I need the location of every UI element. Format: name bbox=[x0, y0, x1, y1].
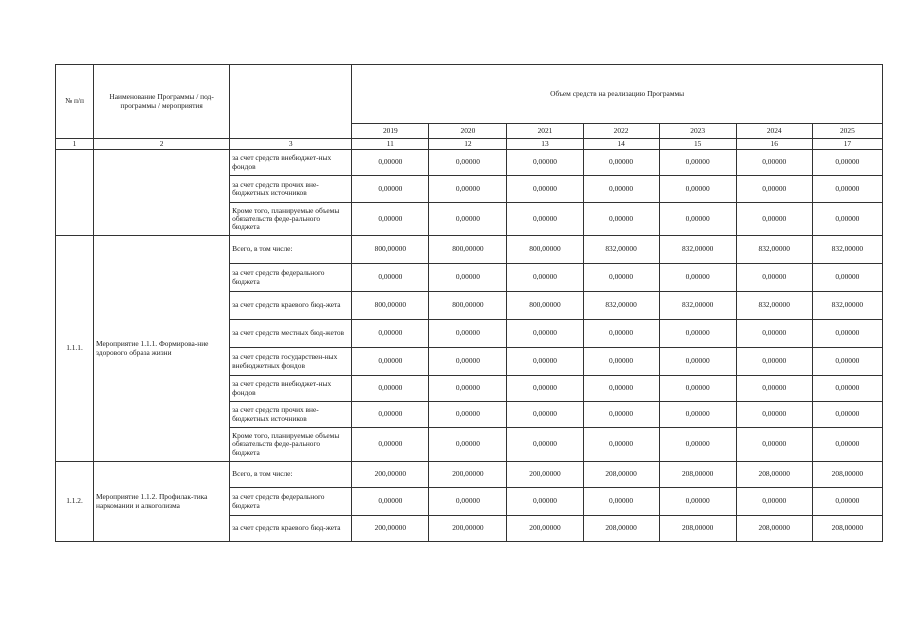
amount-cell: 0,00000 bbox=[736, 376, 812, 402]
amount-cell: 0,00000 bbox=[736, 264, 812, 292]
column-number: 3 bbox=[230, 139, 352, 150]
source-header bbox=[230, 65, 352, 139]
column-number: 16 bbox=[736, 139, 812, 150]
amount-cell: 0,00000 bbox=[812, 488, 882, 516]
amount-cell: 0,00000 bbox=[429, 176, 507, 203]
amount-cell: 208,00000 bbox=[736, 516, 812, 542]
amount-cell: 0,00000 bbox=[429, 402, 507, 428]
amount-cell: 0,00000 bbox=[583, 428, 659, 462]
row-index: 1.1.2. bbox=[56, 462, 94, 542]
amount-cell: 0,00000 bbox=[583, 176, 659, 203]
funding-source: за счет средств федерального бюджета bbox=[230, 264, 352, 292]
amount-cell: 0,00000 bbox=[507, 176, 583, 203]
amount-cell: 0,00000 bbox=[352, 376, 429, 402]
funding-source: за счет средств краевого бюд-жета bbox=[230, 516, 352, 542]
amount-cell: 832,00000 bbox=[583, 292, 659, 320]
year-header: 2019 bbox=[352, 124, 429, 139]
amount-cell: 800,00000 bbox=[352, 292, 429, 320]
amount-cell: 0,00000 bbox=[583, 150, 659, 176]
table-row bbox=[56, 150, 883, 176]
header-row bbox=[56, 65, 883, 124]
amount-cell: 0,00000 bbox=[507, 376, 583, 402]
amount-cell: 0,00000 bbox=[812, 402, 882, 428]
amount-cell: 0,00000 bbox=[812, 203, 882, 236]
amount-cell: 0,00000 bbox=[583, 264, 659, 292]
amount-cell: 0,00000 bbox=[812, 376, 882, 402]
year-header: 2025 bbox=[812, 124, 882, 139]
amount-cell: 0,00000 bbox=[659, 176, 736, 203]
amount-cell: 208,00000 bbox=[812, 516, 882, 542]
year-header: 2021 bbox=[507, 124, 583, 139]
amount-cell: 0,00000 bbox=[429, 203, 507, 236]
budget-table bbox=[55, 64, 883, 542]
amount-cell: 0,00000 bbox=[583, 402, 659, 428]
amount-cell: 832,00000 bbox=[736, 292, 812, 320]
funding-source: Всего, в том числе: bbox=[230, 236, 352, 264]
table-row bbox=[56, 462, 883, 488]
amount-cell: 0,00000 bbox=[812, 320, 882, 348]
amount-cell: 0,00000 bbox=[659, 402, 736, 428]
amount-cell: 832,00000 bbox=[659, 292, 736, 320]
amount-cell: 800,00000 bbox=[507, 236, 583, 264]
amount-cell: 832,00000 bbox=[736, 236, 812, 264]
column-number: 12 bbox=[429, 139, 507, 150]
amount-cell: 208,00000 bbox=[659, 516, 736, 542]
amount-cell: 0,00000 bbox=[507, 264, 583, 292]
funding-source: за счет средств федерального бюджета bbox=[230, 488, 352, 516]
amount-cell: 0,00000 bbox=[507, 402, 583, 428]
amount-cell: 208,00000 bbox=[812, 462, 882, 488]
amount-cell: 0,00000 bbox=[352, 264, 429, 292]
amount-cell: 0,00000 bbox=[352, 402, 429, 428]
row-index bbox=[56, 150, 94, 236]
amount-cell: 0,00000 bbox=[429, 488, 507, 516]
funding-source: Кроме того, планируемые объемы обязательств феде-рального бюджета bbox=[230, 203, 352, 236]
amount-cell: 0,00000 bbox=[352, 428, 429, 462]
amount-cell: 0,00000 bbox=[429, 376, 507, 402]
amount-cell: 0,00000 bbox=[812, 150, 882, 176]
amount-cell: 0,00000 bbox=[659, 428, 736, 462]
column-number: 2 bbox=[94, 139, 230, 150]
amount-cell: 0,00000 bbox=[659, 376, 736, 402]
amount-cell: 0,00000 bbox=[507, 203, 583, 236]
funding-source: за счет средств внебюджет-ных фондов bbox=[230, 376, 352, 402]
amount-cell: 200,00000 bbox=[429, 516, 507, 542]
funding-source: Кроме того, планируемые объемы обязательств феде-рального бюджета bbox=[230, 428, 352, 462]
amount-cell: 208,00000 bbox=[736, 462, 812, 488]
column-number: 15 bbox=[659, 139, 736, 150]
amount-cell: 0,00000 bbox=[583, 376, 659, 402]
amount-cell: 0,00000 bbox=[507, 488, 583, 516]
amount-cell: 0,00000 bbox=[429, 348, 507, 376]
amount-cell: 0,00000 bbox=[736, 320, 812, 348]
funding-source: Всего, в том числе: bbox=[230, 462, 352, 488]
amount-cell: 0,00000 bbox=[507, 428, 583, 462]
funding-source: за счет средств прочих вне-бюджетных источников bbox=[230, 402, 352, 428]
amount-cell: 0,00000 bbox=[812, 176, 882, 203]
year-header: 2022 bbox=[583, 124, 659, 139]
table-body bbox=[56, 150, 883, 542]
column-number: 14 bbox=[583, 139, 659, 150]
amount-cell: 800,00000 bbox=[352, 236, 429, 264]
measure-name: Мероприятие 1.1.1. Формирова-ние здорового образа жизни bbox=[94, 236, 230, 462]
column-number: 13 bbox=[507, 139, 583, 150]
amount-cell: 0,00000 bbox=[583, 203, 659, 236]
column-number: 11 bbox=[352, 139, 429, 150]
amount-cell: 800,00000 bbox=[429, 292, 507, 320]
amount-cell: 0,00000 bbox=[429, 264, 507, 292]
amount-cell: 832,00000 bbox=[659, 236, 736, 264]
amount-cell: 0,00000 bbox=[736, 402, 812, 428]
amount-cell: 0,00000 bbox=[736, 203, 812, 236]
column-numbers-row bbox=[56, 139, 883, 150]
amount-cell: 0,00000 bbox=[812, 428, 882, 462]
column-number: 17 bbox=[812, 139, 882, 150]
amount-cell: 0,00000 bbox=[429, 428, 507, 462]
amount-cell: 0,00000 bbox=[352, 150, 429, 176]
amount-cell: 0,00000 bbox=[659, 320, 736, 348]
amount-cell: 0,00000 bbox=[736, 488, 812, 516]
amount-cell: 208,00000 bbox=[583, 462, 659, 488]
amount-cell: 0,00000 bbox=[507, 150, 583, 176]
num-header: № п/п bbox=[56, 65, 94, 139]
amount-cell: 800,00000 bbox=[429, 236, 507, 264]
amount-cell: 0,00000 bbox=[736, 176, 812, 203]
amount-cell: 0,00000 bbox=[659, 150, 736, 176]
name-header: Наименование Программы / под-программы / мероприятия bbox=[94, 65, 230, 139]
funding-source: за счет средств краевого бюд-жета bbox=[230, 292, 352, 320]
year-header: 2023 bbox=[659, 124, 736, 139]
amount-cell: 0,00000 bbox=[507, 320, 583, 348]
amount-cell: 0,00000 bbox=[352, 176, 429, 203]
column-number: 1 bbox=[56, 139, 94, 150]
table-row bbox=[56, 236, 883, 264]
amount-cell: 832,00000 bbox=[812, 236, 882, 264]
amount-cell: 200,00000 bbox=[429, 462, 507, 488]
amount-cell: 800,00000 bbox=[507, 292, 583, 320]
funding-source: за счет средств государствен-ных внебюджетных фондов bbox=[230, 348, 352, 376]
amount-cell: 832,00000 bbox=[812, 292, 882, 320]
amount-cell: 0,00000 bbox=[659, 264, 736, 292]
row-index: 1.1.1. bbox=[56, 236, 94, 462]
funding-source: за счет средств внебюджет-ных фондов bbox=[230, 150, 352, 176]
year-header: 2020 bbox=[429, 124, 507, 139]
amount-cell: 0,00000 bbox=[659, 348, 736, 376]
amount-cell: 0,00000 bbox=[507, 348, 583, 376]
measure-name: Мероприятие 1.1.2. Профилак-тика наркомании и алкоголизма bbox=[94, 462, 230, 542]
amount-cell: 0,00000 bbox=[352, 488, 429, 516]
amount-cell: 200,00000 bbox=[352, 462, 429, 488]
amount-cell: 0,00000 bbox=[429, 150, 507, 176]
amount-cell: 0,00000 bbox=[812, 348, 882, 376]
amount-cell: 0,00000 bbox=[429, 320, 507, 348]
year-header: 2024 bbox=[736, 124, 812, 139]
amount-cell: 208,00000 bbox=[583, 516, 659, 542]
amount-cell: 200,00000 bbox=[352, 516, 429, 542]
funding-source: за счет средств прочих вне-бюджетных источников bbox=[230, 176, 352, 203]
amount-cell: 0,00000 bbox=[659, 488, 736, 516]
amount-cell: 0,00000 bbox=[352, 320, 429, 348]
amount-cell: 0,00000 bbox=[352, 348, 429, 376]
amount-cell: 200,00000 bbox=[507, 462, 583, 488]
amount-cell: 208,00000 bbox=[659, 462, 736, 488]
amount-cell: 200,00000 bbox=[507, 516, 583, 542]
amount-cell: 0,00000 bbox=[812, 264, 882, 292]
measure-name bbox=[94, 150, 230, 236]
amount-cell: 0,00000 bbox=[736, 150, 812, 176]
amount-cell: 0,00000 bbox=[736, 428, 812, 462]
funding-source: за счет средств местных бюд-жетов bbox=[230, 320, 352, 348]
amount-cell: 0,00000 bbox=[352, 203, 429, 236]
amount-cell: 0,00000 bbox=[659, 203, 736, 236]
amount-cell: 832,00000 bbox=[583, 236, 659, 264]
amount-cell: 0,00000 bbox=[583, 488, 659, 516]
amount-cell: 0,00000 bbox=[583, 348, 659, 376]
amount-header: Объем средств на реализацию Программы bbox=[352, 65, 883, 124]
amount-cell: 0,00000 bbox=[583, 320, 659, 348]
amount-cell: 0,00000 bbox=[736, 348, 812, 376]
